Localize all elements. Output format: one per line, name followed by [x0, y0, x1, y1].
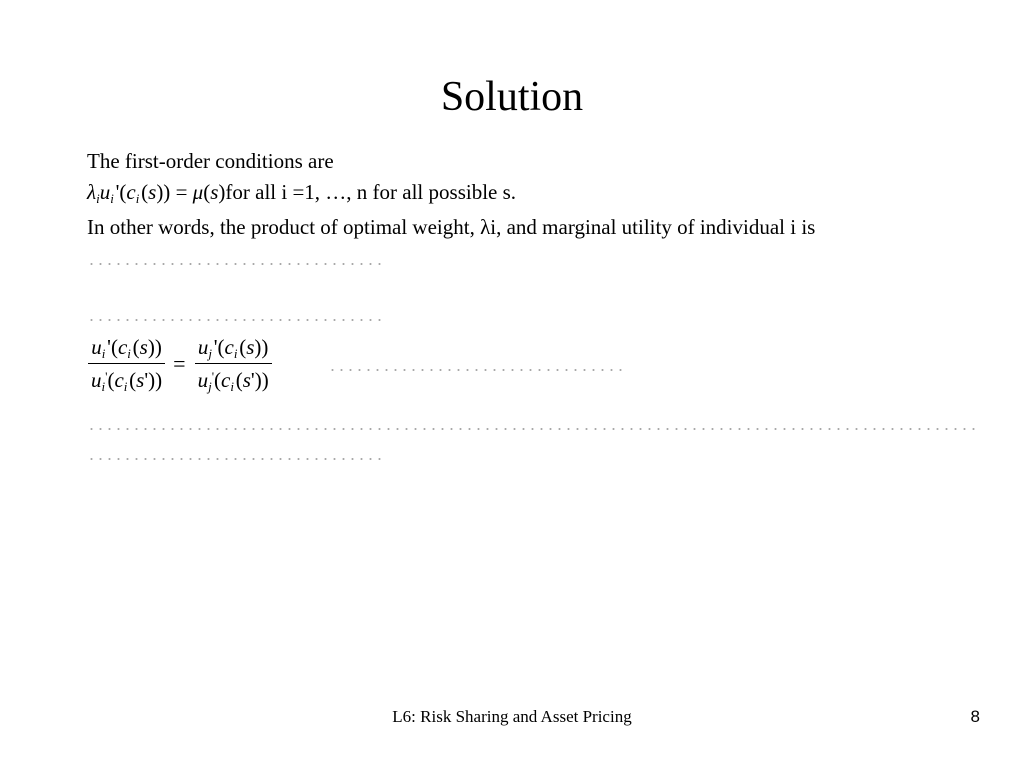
fraction-bar: [195, 363, 272, 364]
equation-line-first-order: [87, 179, 516, 205]
faint-text-row: [87, 261, 385, 267]
fraction-right-numerator: $u_j$ '($c_i$ (s)): [197, 335, 269, 361]
page-number: 8: [970, 707, 980, 726]
equation-qualifier: for all i =1, …, n for all possible s.: [225, 180, 517, 204]
footer-text: L6: Risk Sharing and Asset Pricing: [392, 707, 632, 726]
s-symbol: s: [148, 180, 157, 204]
fraction-bar: [88, 363, 165, 364]
u-symbol: u: [99, 180, 111, 204]
equals-symbol: =: [175, 180, 188, 204]
fraction-left: [88, 334, 165, 393]
subscript-i: i: [96, 191, 100, 206]
mu-symbol: μ: [192, 180, 204, 204]
subscript-i: i: [110, 191, 114, 206]
subscript-i: i: [135, 191, 140, 206]
slide-title: Solution: [440, 74, 584, 120]
equation-ratio: [88, 334, 272, 393]
c-symbol: c: [126, 180, 136, 204]
text-in-other-words: In other words, the product of optimal weight, λi, and marginal utility of individual i is: [87, 215, 816, 239]
equation-first-order-condition: $\lambda_iu_i$ '($c_i$ (s)) = μ(s): [87, 180, 226, 206]
s-symbol: s: [210, 180, 219, 204]
faint-text-row: [87, 456, 385, 462]
fraction-right: [195, 334, 272, 393]
faint-text-row: [87, 426, 980, 432]
lambda-symbol: λ: [87, 180, 97, 204]
fraction-left-denominator: $u_i'(c_i$ (s')): [91, 368, 163, 395]
faint-text-row: [328, 367, 625, 373]
prime-symbol: ': [115, 180, 120, 204]
faint-text-row: [87, 317, 385, 323]
fraction-left-numerator: $u_i$ '($c_i$ (s)): [91, 335, 162, 361]
fraction-right-denominator: $u_j'(c_i$ (s')): [197, 368, 269, 395]
equals-symbol: =: [173, 350, 186, 376]
text-first-order-conditions: The first-order conditions are: [87, 149, 334, 173]
